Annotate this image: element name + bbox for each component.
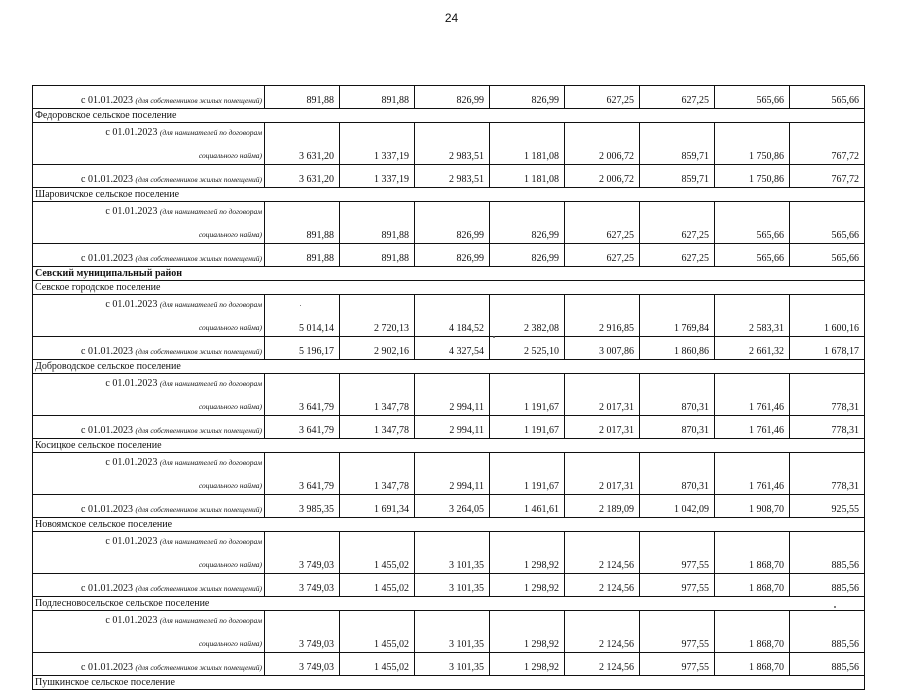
row-label [33,653,265,676]
tariff-value: 891,88 [340,202,415,244]
tariff-value: 1 347,78 [340,453,415,495]
tariff-value: 1 761,46 [715,374,790,416]
tariff-value: 891,88 [340,244,415,267]
tariff-value: 1 868,70 [715,532,790,574]
tariff-value: 1 455,02 [340,611,415,653]
effective-date: с 01.01.2023 [105,127,158,138]
tariff-value: 977,55 [640,653,715,676]
category-note-line2: социального найма) [198,639,262,648]
settlement-heading-row [33,360,865,374]
scan-speck [300,305,301,306]
tariff-value: 1 868,70 [715,611,790,653]
category-note: (для нанимателей по договорам [159,616,262,625]
tariff-value: 1 042,09 [640,495,715,518]
tariff-value: 826,99 [490,86,565,109]
tariff-value: 1 191,67 [490,374,565,416]
tariff-value: 1 769,84 [640,295,715,337]
settlement-name: Подлесновосельское сельское поселение [33,597,865,611]
tariff-row [33,416,865,439]
tariff-value: 3 749,03 [265,532,340,574]
tariff-value: 778,31 [790,416,865,439]
tariff-value: 3 749,03 [265,611,340,653]
tariff-value: 2 720,13 [340,295,415,337]
tariff-value: 885,56 [790,653,865,676]
tariff-value: 3 985,35 [265,495,340,518]
tariff-value: 1 600,16 [790,295,865,337]
tariff-value: 1 908,70 [715,495,790,518]
tariff-value: 565,66 [790,244,865,267]
tariff-row [33,244,865,267]
tariff-value: 5 014,14 [265,295,340,337]
row-label-line1 [36,536,262,547]
tariff-value: 2 661,32 [715,337,790,360]
tariff-value: 1 750,86 [715,123,790,165]
tariff-row [33,611,865,653]
tariff-value: 2 006,72 [565,165,640,188]
tariff-value: 2 916,85 [565,295,640,337]
tariff-value: 1 337,19 [340,165,415,188]
tariff-row [33,202,865,244]
tariff-value: 885,56 [790,611,865,653]
settlement-heading-row [33,109,865,123]
row-label-line1 [36,299,262,310]
district-name: Севский муниципальный район [33,267,865,281]
tariff-value: 826,99 [415,202,490,244]
tariff-value: 826,99 [490,202,565,244]
tariff-value: 627,25 [565,244,640,267]
row-label [33,123,265,165]
tariff-value: 1 191,67 [490,416,565,439]
settlement-name: Шаровичское сельское поселение [33,188,865,202]
effective-date: с 01.01.2023 [105,457,158,468]
tariff-value: 565,66 [715,202,790,244]
tariff-value: 767,72 [790,165,865,188]
category-note: (для нанимателей по договорам [159,537,262,546]
tariff-value: 1 347,78 [340,416,415,439]
tariff-value: 1 860,86 [640,337,715,360]
settlement-name: Федоровское сельское поселение [33,109,865,123]
tariff-value: 2 006,72 [565,123,640,165]
tariff-value: 565,66 [715,244,790,267]
tariff-value: 1 868,70 [715,653,790,676]
effective-date: с 01.01.2023 [81,253,133,264]
row-label [33,337,265,360]
tariff-value: 627,25 [640,202,715,244]
tariff-value: 1 691,34 [340,495,415,518]
tariff-value: 3 101,35 [415,653,490,676]
tariff-value: 1 181,08 [490,165,565,188]
tariff-value: 3 641,79 [265,453,340,495]
category-note: (для собственников жилых помещений) [135,96,262,105]
tariff-value: 3 749,03 [265,653,340,676]
tariff-value: 826,99 [415,86,490,109]
tariff-value: 1 298,92 [490,574,565,597]
effective-date: с 01.01.2023 [81,346,133,357]
tariff-value: 565,66 [715,86,790,109]
tariff-value: 1 298,92 [490,653,565,676]
tariff-value: 870,31 [640,453,715,495]
row-label-line1 [36,457,262,468]
tariff-value: 3 101,35 [415,532,490,574]
tariff-value: 925,55 [790,495,865,518]
category-note: (для собственников жилых помещений) [135,347,262,356]
tariff-value: 2 017,31 [565,374,640,416]
tariff-value: 1 455,02 [340,532,415,574]
tariff-value: 2 902,16 [340,337,415,360]
tariff-value: 2 017,31 [565,416,640,439]
tariff-value: 891,88 [340,86,415,109]
tariff-value: 2 017,31 [565,453,640,495]
tariff-value: 778,31 [790,453,865,495]
settlement-name: Севское городское поселение [33,281,865,295]
tariff-value: 4 184,52 [415,295,490,337]
category-note: (для нанимателей по договорам [159,300,262,309]
tariff-value: 1 868,70 [715,574,790,597]
settlement-name: Доброводское сельское поселение [33,360,865,374]
tariff-value: 3 641,79 [265,416,340,439]
row-label [33,611,265,653]
effective-date: с 01.01.2023 [81,425,133,436]
category-note: (для собственников жилых помещений) [135,175,262,184]
tariff-value: 977,55 [640,574,715,597]
tariff-row [33,86,865,109]
row-label [33,574,265,597]
tariff-value: 1 761,46 [715,416,790,439]
tariff-value: 3 631,20 [265,123,340,165]
settlement-heading-row [33,439,865,453]
district-heading-row [33,267,865,281]
tariff-value: 891,88 [265,202,340,244]
settlement-heading-row [33,281,865,295]
tariff-value: 1 761,46 [715,453,790,495]
tariff-value: 2 124,56 [565,653,640,676]
tariff-value: 859,71 [640,123,715,165]
row-label [33,86,265,109]
row-label [33,453,265,495]
category-note: (для нанимателей по договорам [159,458,262,467]
tariff-value: 5 196,17 [265,337,340,360]
tariff-value: 767,72 [790,123,865,165]
settlement-name: Новоямское сельское поселение [33,518,865,532]
tariff-value: 565,66 [790,202,865,244]
row-label [33,416,265,439]
category-note: (для собственников жилых помещений) [135,663,262,672]
category-note-line2: социального найма) [198,323,262,332]
category-note-line2: социального найма) [198,402,262,411]
row-label [33,244,265,267]
tariff-value: 2 994,11 [415,453,490,495]
row-label [33,495,265,518]
category-note: (для нанимателей по договорам [159,207,262,216]
tariff-value: 3 007,86 [565,337,640,360]
tariff-row [33,165,865,188]
tariff-value: 627,25 [640,86,715,109]
tariff-value: 870,31 [640,374,715,416]
tariff-value: 2 124,56 [565,574,640,597]
category-note: (для нанимателей по договорам [159,128,262,137]
tariff-row [33,495,865,518]
category-note-line2: социального найма) [198,560,262,569]
tariff-value: 859,71 [640,165,715,188]
tariff-value: 2 983,51 [415,165,490,188]
tariff-value: 2 583,31 [715,295,790,337]
tariff-row [33,374,865,416]
tariff-row [33,337,865,360]
tariff-value: 1 455,02 [340,653,415,676]
tariff-value: 2 189,09 [565,495,640,518]
tariff-value: 3 641,79 [265,374,340,416]
tariff-value: 2 124,56 [565,532,640,574]
tariff-value: 2 525,10 [490,337,565,360]
tariff-value: 565,66 [790,86,865,109]
tariff-value: 1 298,92 [490,532,565,574]
tariff-value: 1 337,19 [340,123,415,165]
row-label [33,295,265,337]
settlement-heading-row [33,518,865,532]
effective-date: с 01.01.2023 [81,662,133,673]
row-label [33,374,265,416]
tariff-value: 3 631,20 [265,165,340,188]
category-note: (для нанимателей по договорам [159,379,262,388]
effective-date: с 01.01.2023 [81,583,133,594]
tariff-value: 2 994,11 [415,416,490,439]
tariff-value: 1 678,17 [790,337,865,360]
tariff-value: 1 750,86 [715,165,790,188]
tariff-value: 3 101,35 [415,574,490,597]
tariff-row [33,653,865,676]
settlement-name: Пушкинское сельское поселение [33,676,865,690]
effective-date: с 01.01.2023 [81,174,133,185]
effective-date: с 01.01.2023 [105,536,158,547]
effective-date: с 01.01.2023 [81,95,133,106]
tariff-value: 891,88 [265,244,340,267]
settlement-heading-row [33,676,865,690]
row-label [33,202,265,244]
effective-date: с 01.01.2023 [105,206,158,217]
tariff-value: 891,88 [265,86,340,109]
category-note-line2: социального найма) [198,151,262,160]
tariff-value: 4 327,54 [415,337,490,360]
row-label [33,165,265,188]
tariff-table [32,85,865,690]
tariff-value: 977,55 [640,611,715,653]
tariff-value: 885,56 [790,532,865,574]
tariff-row [33,123,865,165]
tariff-value: 2 994,11 [415,374,490,416]
category-note: (для собственников жилых помещений) [135,426,262,435]
row-label-line1 [36,615,262,626]
tariff-value: 627,25 [565,202,640,244]
tariff-value: 3 264,05 [415,495,490,518]
tariff-value: 826,99 [415,244,490,267]
tariff-row [33,532,865,574]
category-note: (для собственников жилых помещений) [135,584,262,593]
effective-date: с 01.01.2023 [105,378,158,389]
tariff-value: 1 455,02 [340,574,415,597]
category-note: (для собственников жилых помещений) [135,254,262,263]
tariff-value: 627,25 [565,86,640,109]
settlement-heading-row [33,597,865,611]
effective-date: с 01.01.2023 [105,299,158,310]
category-note-line2: социального найма) [198,230,262,239]
page-number: 24 [444,11,459,25]
tariff-value: 1 181,08 [490,123,565,165]
tariff-value: 3 749,03 [265,574,340,597]
tariff-value: 885,56 [790,574,865,597]
tariff-value: 2 382,08 [490,295,565,337]
tariff-value: 1 347,78 [340,374,415,416]
row-label-line1 [36,127,262,138]
tariff-value: 977,55 [640,532,715,574]
category-note-line2: социального найма) [198,481,262,490]
tariff-value: 1 461,61 [490,495,565,518]
settlement-name: Косицкое сельское поселение [33,439,865,453]
tariff-value: 826,99 [490,244,565,267]
category-note: (для собственников жилых помещений) [135,505,262,514]
tariff-row [33,295,865,337]
tariff-table-body [33,86,865,690]
effective-date: с 01.01.2023 [81,504,133,515]
tariff-value: 870,31 [640,416,715,439]
row-label [33,532,265,574]
tariff-value: 778,31 [790,374,865,416]
tariff-value: 1 298,92 [490,611,565,653]
tariff-row [33,574,865,597]
tariff-value: 627,25 [640,244,715,267]
tariff-value: 2 124,56 [565,611,640,653]
scan-speck [493,336,495,338]
tariff-value: 1 191,67 [490,453,565,495]
tariff-row [33,453,865,495]
row-label-line1 [36,206,262,217]
effective-date: с 01.01.2023 [105,615,158,626]
row-label-line1 [36,378,262,389]
settlement-heading-row [33,188,865,202]
scan-speck [834,606,836,608]
tariff-value: 2 983,51 [415,123,490,165]
tariff-value: 3 101,35 [415,611,490,653]
